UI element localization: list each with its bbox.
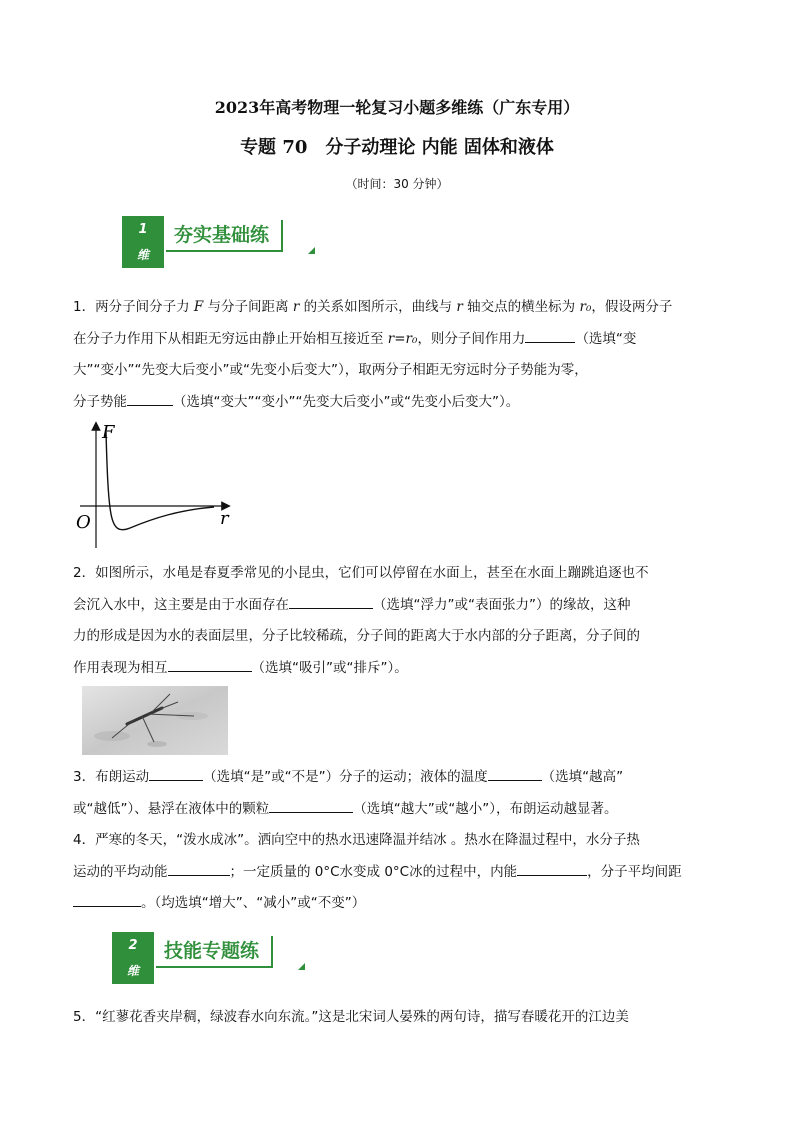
question-1 — [73, 292, 725, 418]
q1-text: 轴交点的横坐标为 — [462, 299, 580, 315]
q2-text: 会沉入水中，这主要是由于水面存在 — [73, 596, 289, 613]
section-label: 夯实基础练 — [166, 220, 283, 252]
q4-text: 4．严寒的冬天，“泼水成冰”。洒向空中的热水迅速降温并结冰 。热水在降温过程中，水分子热 — [73, 832, 640, 848]
q1-text: ，假设两分子 — [591, 299, 673, 315]
answer-blank[interactable] — [168, 655, 252, 672]
q1-text: ，则分子间作用力 — [417, 330, 526, 347]
q1-text: 1．两分子间分子力 — [73, 299, 194, 315]
q1-symbol-r-eq-r0: r=r₀ — [387, 330, 418, 347]
q4-text: ；一定质量的 0°C水变成 0°C冰的过程中，内能 — [229, 863, 518, 880]
q1-text: 在分子力作用下从相距无穷远由静止开始相互接近至 — [73, 330, 388, 347]
section-label: 技能专题练 — [156, 936, 273, 968]
q1-text: 大”“变小”“先变大后变小”或“先变小后变大”），取两分子相距无穷远时分子势能为零， — [73, 362, 588, 378]
answer-blank[interactable] — [127, 389, 173, 406]
q4-text: 运动的平均动能 — [73, 863, 168, 880]
section-wei: 维 — [136, 248, 149, 262]
q2-text: （选填“吸引”或“排斥”）。 — [251, 659, 408, 676]
q3-text: 或“越低”）、悬浮在液体中的颗粒 — [73, 800, 270, 817]
answer-blank[interactable] — [149, 764, 203, 781]
answer-blank[interactable] — [517, 859, 587, 876]
section-wei: 维 — [126, 964, 139, 978]
q2-text: 力的形成是因为水的表面层里，分子比较稀疏，分子间的距离大于水内部的分子距离，分子间的 — [73, 628, 640, 644]
q1-symbol-r: r — [292, 299, 300, 315]
answer-blank[interactable] — [73, 890, 141, 907]
q2-text: 2．如图所示，水黾是春夏季常见的小昆虫，它们可以停留在水面上，甚至在水面上蹦跳追逐也不 — [73, 565, 649, 581]
y-axis-label: F — [102, 422, 115, 443]
answer-blank[interactable] — [269, 796, 353, 813]
x-axis-label: r — [220, 508, 229, 529]
q1-text: 的关系如图所示，曲线与 — [299, 299, 457, 315]
q4-text: ，分子平均间距 — [587, 863, 682, 880]
q1-text: （选填“变大”“变小”“先变大后变小”或“先变小后变大”）。 — [173, 393, 520, 410]
answer-blank[interactable] — [168, 859, 230, 876]
corner-triangle-icon — [308, 247, 315, 254]
time-limit: （时间：30 分钟） — [345, 177, 449, 191]
section-number: 1 — [138, 222, 148, 237]
q2-text: （选填“浮力”或“表面张力”）的缘故，这种 — [373, 596, 631, 613]
question-2 — [73, 558, 725, 684]
water-strider-photo — [82, 686, 228, 755]
force-distance-graph — [74, 418, 244, 553]
corner-triangle-icon — [298, 963, 305, 970]
q4-text: 。（均选填“增大”、“减小”或“不变”） — [141, 895, 366, 911]
question-4 — [73, 825, 725, 920]
section-number-box — [112, 932, 154, 984]
q2-text: 作用表现为相互 — [73, 659, 168, 676]
answer-blank[interactable] — [289, 592, 373, 609]
section-number-box — [122, 216, 164, 268]
q1-text: （选填“变 — [575, 330, 637, 347]
q5-text: 5．“红蓼花香夹岸稠，绿波春水向东流。”这是北宋词人晏殊的两句诗，描写春暖花开的江边美 — [73, 1009, 629, 1025]
answer-blank[interactable] — [488, 764, 542, 781]
q1-symbol-r0: r₀ — [579, 299, 592, 315]
topic-title: 专题 70 分子动理论 内能 固体和液体 — [240, 137, 554, 158]
q1-symbol-r: r — [456, 299, 463, 315]
q3-text: （选填“是”或“不是”）分子的运动；液体的温度 — [203, 769, 488, 785]
question-5 — [73, 1002, 725, 1034]
document-title: 2023年高考物理一轮复习小题多维练（广东专用） — [214, 98, 580, 117]
q1-symbol-F: F — [193, 299, 204, 315]
section-number: 2 — [128, 938, 138, 953]
q3-text: （选填“越高” — [541, 769, 624, 785]
origin-label: O — [76, 512, 91, 533]
q3-text: （选填“越大”或“越小”），布朗运动越显著。 — [353, 800, 618, 817]
answer-blank[interactable] — [525, 326, 575, 343]
force-curve — [106, 432, 214, 530]
q3-text: 3．布朗运动 — [73, 769, 150, 785]
q1-text: 与分子间距离 — [203, 299, 293, 315]
q1-text: 分子势能 — [73, 393, 127, 410]
question-3 — [73, 762, 725, 825]
